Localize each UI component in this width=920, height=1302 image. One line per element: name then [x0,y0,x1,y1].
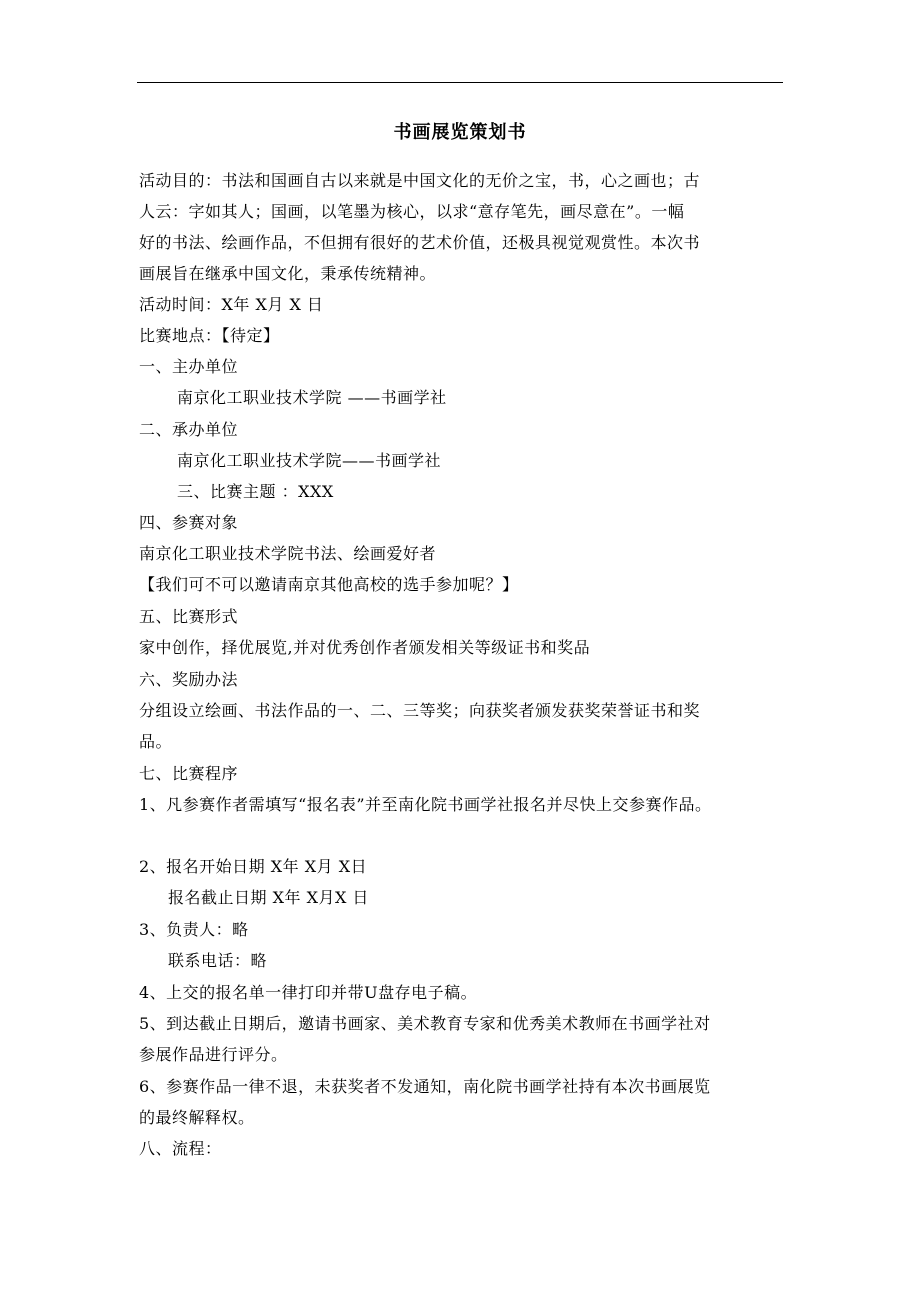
procedure-item-5-line-2: 参展作品进行评分。 [139,1045,288,1064]
section-6-heading: 六、奖励办法 [139,670,239,689]
section-4-note: 【我们可不可以邀请南京其他高校的选手参加呢？】 [139,575,519,594]
procedure-item-4: 4、上交的报名单一律打印并带U盘存电子稿。 [139,983,478,1002]
section-5-body: 家中创作，择优展览,并对优秀创作者颁发相关等级证书和奖品 [139,638,591,657]
procedure-item-5-line-1: 5、到达截止日期后，邀请书画家、美术教育专家和优秀美术教师在书画学社对 [139,1014,711,1033]
section-5-heading: 五、比赛形式 [139,607,239,626]
section-7-heading: 七、比赛程序 [139,764,239,783]
section-2-heading: 二、承办单位 [139,420,239,439]
section-6-body-2: 品。 [139,732,173,751]
procedure-item-3-phone: 联系电话：略 [168,951,268,970]
procedure-item-6-line-2: 的最终解释权。 [139,1108,255,1127]
section-8-heading: 八、流程： [139,1139,222,1158]
activity-time: 活动时间：X年 X月 X 日 [139,295,324,314]
header-rule [137,82,783,83]
procedure-item-6-line-1: 6、参赛作品一律不退，未获奖者不发通知，南化院书画学社持有本次书画展览 [139,1077,711,1096]
section-3-heading: 三、比赛主题 ：XXX [177,482,334,501]
section-1-heading: 一、主办单位 [139,357,239,376]
procedure-item-1: 1、凡参赛作者需填写“报名表”并至南化院书画学社报名并尽快上交参赛作品。 [139,795,712,814]
purpose-line-2: 人云：字如其人；国画，以笔墨为核心，以求“意存笔先，画尽意在”。一幅 [139,202,685,221]
procedure-item-3-person: 3、负责人：略 [139,920,249,939]
section-6-body-1: 分组设立绘画、书法作品的一、二、三等奖；向获奖者颁发获奖荣誉证书和奖 [139,701,701,720]
document-title: 书画展览策划书 [393,122,527,143]
section-2-body: 南京化工职业技术学院——书画学社 [177,451,442,470]
venue: 比赛地点：【待定】 [139,326,280,345]
procedure-item-2-start: 2、报名开始日期 X年 X月 X日 [139,857,368,876]
section-4-heading: 四、参赛对象 [139,513,239,532]
procedure-item-2-end: 报名截止日期 X年 X月X 日 [168,888,369,907]
purpose-line-4: 画展旨在继承中国文化，秉承传统精神。 [139,264,437,283]
section-1-body: 南京化工职业技术学院 ——书画学社 [177,388,447,407]
section-4-body: 南京化工职业技术学院书法、绘画爱好者 [139,544,437,563]
purpose-line-3: 好的书法、绘画作品，不但拥有很好的艺术价值，还极具视觉观赏性。本次书 [139,233,701,252]
purpose-line-1: 活动目的：书法和国画自古以来就是中国文化的无价之宝，书，心之画也；古 [139,171,701,190]
